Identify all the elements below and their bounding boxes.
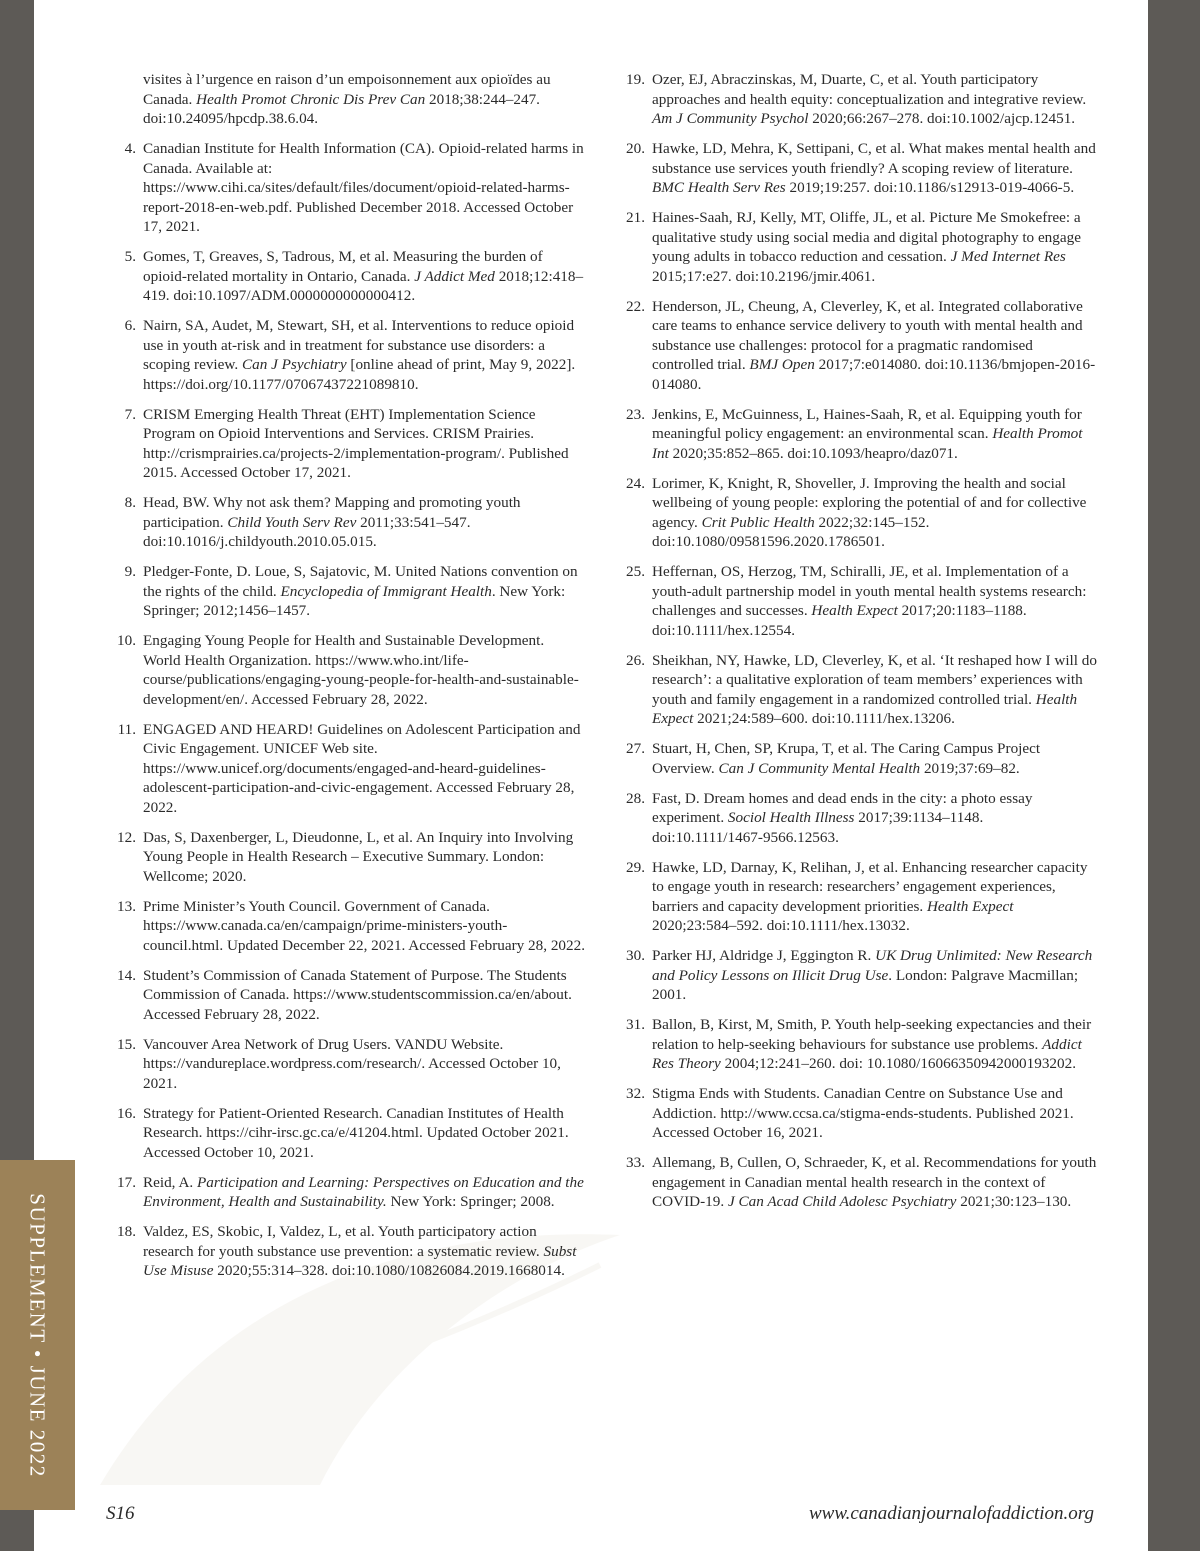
- reference-text: 2020;35:852–865. doi:10.1093/heapro/daz071.: [668, 444, 958, 462]
- reference-text: Stuart, H, Chen, SP, Krupa, T, et al. The Caring Campus Project Overview.: [652, 740, 1041, 777]
- supplement-tab: [0, 1160, 75, 1510]
- reference-text: 2020;55:314–328. doi:10.1080/10826084.2019.1668014.: [213, 1262, 565, 1279]
- reference-citation: [652, 946, 1097, 1005]
- reference-list-left: [108, 139, 585, 1281]
- reference-text: Das, S, Daxenberger, L, Dieudonne, L, et al. An Inquiry into Involving Young People in Health Research – Executive Summary. London: Wellcome; 2020.: [143, 828, 574, 885]
- reference-list-right: [617, 70, 1097, 1212]
- reference-citation: [652, 297, 1097, 395]
- reference-citation: [652, 1153, 1097, 1212]
- reference-text: Head, BW. Why not ask them? Mapping and promoting youth participation.: [143, 494, 521, 531]
- reference-number: 25.: [626, 563, 645, 580]
- reference-citation: [143, 1173, 585, 1212]
- reference-number: 16.: [117, 1104, 136, 1122]
- reference-item: [108, 828, 585, 887]
- reference-citation: [143, 897, 585, 956]
- reference-text: 2021;30:123–130.: [956, 1193, 1072, 1210]
- reference-item: [617, 651, 1097, 729]
- reference-number: 21.: [626, 209, 645, 226]
- reference-source-title: Health Promot Chronic Dis Prev Can: [196, 90, 426, 108]
- reference-number: 15.: [117, 1035, 136, 1053]
- supplement-date-label: SUPPLEMENT • JUNE 2022: [26, 1192, 50, 1478]
- reference-citation: [143, 631, 585, 709]
- reference-citation: [143, 316, 585, 394]
- reference-item: [108, 1104, 585, 1163]
- reference-text: 2018;38:244–247. doi:10.24095/hpcdp.38.6.04.: [143, 90, 540, 127]
- reference-text: Jenkins, E, McGuinness, L, Haines-Saah, R, et al. Equipping youth for meaningful policy engagement: an environmental scan.: [652, 405, 1082, 442]
- reference-number: 12.: [117, 828, 136, 846]
- reference-text: visites à l’urgence en raison d’un empoisonnement aux opioïdes au Canada.: [143, 71, 551, 108]
- reference-item: [617, 739, 1097, 778]
- reference-source-title: Encyclopedia of Immigrant Health: [280, 582, 492, 600]
- reference-number: 6.: [124, 317, 136, 334]
- reference-text: Strategy for Patient-Oriented Research. Canadian Institutes of Health Research. https://cihr-irsc.gc.ca/e/41204.html. Updated October 2021. Accessed October 10, 2021.: [143, 1104, 569, 1161]
- reference-text: ENGAGED AND HEARD! Guidelines on Adolescent Participation and Civic Engagement. UNICEF Web site. https://www.unicef.org/documents/engaged-and-heard-guidelines-adolescent-participation-and-civic-engagement. Accessed February 28, 2022.: [143, 720, 581, 816]
- reference-number: 7.: [124, 405, 136, 423]
- reference-item: [108, 405, 585, 483]
- reference-citation: [652, 651, 1097, 729]
- reference-item: [617, 1015, 1097, 1074]
- reference-number: 5.: [124, 248, 136, 265]
- reference-text: Hawke, LD, Darnay, K, Relihan, J, et al. Enhancing researcher capacity to engage youth in research: researchers’ engagement experiences, barriers and capacity development priorities.: [652, 858, 1088, 915]
- reference-item: [108, 562, 585, 621]
- reference-text: Nairn, SA, Audet, M, Stewart, SH, et al. Interventions to reduce opioid use in youth at-risk and in treatment for substance use disorders: a scoping review.: [143, 317, 575, 373]
- reference-item: [617, 946, 1097, 1005]
- reference-citation: [143, 1222, 585, 1281]
- reference-source-title: BMJ Open: [749, 356, 815, 373]
- reference-item: [108, 247, 585, 306]
- reference-item: [617, 405, 1097, 464]
- reference-number: 29.: [626, 858, 645, 876]
- reference-item: [617, 474, 1097, 552]
- reference-number: 24.: [626, 474, 645, 492]
- reference-source-title: Addict Res Theory: [652, 1035, 1082, 1072]
- reference-text: Henderson, JL, Cheung, A, Cleverley, K, et al. Integrated collaborative care teams to enhance service delivery to youth with mental health and substance use challenges: protocol for a pragmatic randomised controlled trial.: [652, 297, 1083, 373]
- reference-citation: [143, 139, 585, 237]
- reference-item: [108, 631, 585, 709]
- reference-text: Ozer, EJ, Abraczinskas, M, Duarte, C, et al. Youth participatory approaches and health equity: conceptualization and integrative review.: [652, 71, 1087, 108]
- reference-citation: [143, 720, 585, 818]
- reference-source-title: J Med Internet Res: [950, 248, 1066, 265]
- reference-citation: [143, 966, 585, 1025]
- reference-text: CRISM Emerging Health Threat (EHT) Implementation Science Program on Opioid Interventions and Services. CRISM Prairies. http://crismprairies.ca/projects-2/implementation-program/. Published 2015. Accessed October 17, 2021.: [143, 405, 569, 481]
- reference-text: 2017;7:e014080. doi:10.1136/bmjopen-2016-014080.: [652, 356, 1096, 393]
- reference-text: Lorimer, K, Knight, R, Shoveller, J. Improving the health and social wellbeing of young people: exploring the potential of and for collective agency.: [652, 474, 1087, 531]
- reference-item: [617, 1153, 1097, 1212]
- reference-number: 33.: [626, 1154, 645, 1171]
- reference-text: 2019;19:257. doi:10.1186/s12913-019-4066-5.: [785, 179, 1075, 196]
- reference-number: 8.: [124, 494, 136, 511]
- reference-text: Engaging Young People for Health and Sustainable Development. World Health Organization. https://www.who.int/life-course/publications/engaging-young-people-for-health-and-sustainable-development/en/. Accessed February 28, 2022.: [143, 632, 579, 708]
- reference-source-title: Health Expect: [926, 897, 1014, 915]
- reference-item: [108, 493, 585, 552]
- reference-item: [617, 1084, 1097, 1143]
- reference-source-title: Subst Use Misuse: [143, 1242, 577, 1279]
- reference-source-title: Child Youth Serv Rev: [227, 513, 357, 531]
- reference-citation: [652, 1015, 1097, 1074]
- reference-text: 2015;17:e27. doi:10.2196/jmir.4061.: [652, 267, 876, 285]
- right-side-bar: [1148, 0, 1200, 1551]
- reference-item: [108, 139, 585, 237]
- reference-source-title: Am J Community Psychol: [652, 110, 809, 127]
- reference-citation: [143, 1035, 585, 1094]
- reference-citation: [652, 1084, 1097, 1143]
- reference-item: [617, 858, 1097, 936]
- reference-citation: [143, 562, 585, 621]
- reference-number: 13.: [117, 897, 136, 915]
- reference-text: 2017;20:1183–1188. doi:10.1111/hex.12554.: [652, 602, 1027, 639]
- reference-source-title: J Can Acad Child Adolesc Psychiatry: [727, 1193, 957, 1210]
- reference-source-title: J Addict Med: [414, 267, 495, 285]
- reference-citation: [143, 405, 585, 483]
- reference-column-right: [617, 70, 1097, 1222]
- reference-number: 10.: [117, 632, 136, 649]
- reference-text: 2019;37:69–82.: [920, 759, 1020, 777]
- reference-text: Prime Minister’s Youth Council. Government of Canada. https://www.canada.ca/en/campaign/prime-ministers-youth-council.html. Updated December 22, 2021. Accessed February 28, 2022.: [143, 897, 586, 954]
- reference-source-title: UK Drug Unlimited: New Research and Policy Lessons on Illicit Drug Use: [652, 947, 1093, 984]
- reference-citation: [652, 474, 1097, 552]
- reference-item: [108, 720, 585, 818]
- reference-text: Heffernan, OS, Herzog, TM, Schiralli, JE, et al. Implementation of a youth-adult partnership model in youth mental health systems research: challenges and successes.: [652, 563, 1087, 619]
- reference-text: Student’s Commission of Canada Statement of Purpose. The Students Commission of Canada. https://www.studentscommission.ca/en/about. Accessed February 28, 2022.: [143, 966, 572, 1023]
- reference-text: 2011;33:541–547. doi:10.1016/j.childyouth.2010.05.015.: [143, 513, 471, 550]
- reference-item: [108, 1173, 585, 1212]
- reference-number: 4.: [124, 140, 136, 157]
- reference-item: [108, 1035, 585, 1094]
- reference-citation: [652, 70, 1097, 129]
- reference-citation: [652, 139, 1097, 198]
- reference-text: Haines-Saah, RJ, Kelly, MT, Oliffe, JL, et al. Picture Me Smokefree: a qualitative study using social media and digital photography to engage young adults in tobacco reduction and cessation.: [652, 209, 1081, 265]
- reference-source-title: Health Promot Int: [652, 425, 1083, 462]
- reference-number: 14.: [117, 966, 136, 984]
- reference-number: 30.: [626, 947, 645, 964]
- reference-number: 22.: [626, 297, 645, 315]
- reference-citation: [143, 493, 585, 552]
- reference-text: Stigma Ends with Students. Canadian Centre on Substance Use and Addiction. http://www.ccsa.ca/stigma-ends-students. Published 2021. Accessed October 16, 2021.: [652, 1085, 1074, 1141]
- reference-item: [617, 70, 1097, 129]
- reference-source-title: Health Expect: [811, 602, 898, 619]
- reference-source-title: Crit Public Health: [701, 513, 815, 531]
- reference-number: 23.: [626, 405, 645, 423]
- reference-text: . London: Palgrave Macmillan; 2001.: [652, 966, 1079, 1003]
- reference-citation: [652, 739, 1097, 778]
- reference-text: Pledger-Fonte, D. Loue, S, Sajatovic, M. United Nations convention on the rights of the child.: [143, 563, 578, 600]
- reference-text: Canadian Institute for Health Information (CA). Opioid-related harms in Canada. Available at: https://www.cihi.ca/sites/default/files/document/opioid-related-harms-report-2018-en-web.pdf. Published December 2018. Accessed October 17, 2021.: [143, 140, 584, 235]
- reference-item: [108, 897, 585, 956]
- reference-citation: [652, 562, 1097, 640]
- reference-number: 32.: [626, 1085, 645, 1102]
- reference-number: 18.: [117, 1223, 136, 1240]
- reference-number: 28.: [626, 789, 645, 807]
- reference-number: 27.: [626, 740, 645, 757]
- reference-source-title: Can J Psychiatry: [241, 356, 347, 373]
- reference-citation: [143, 247, 585, 306]
- reference-number: 17.: [117, 1173, 136, 1191]
- reference-text: . New York: Springer; 2012;1456–1457.: [143, 582, 566, 619]
- reference-text: 2017;39:1134–1148. doi:10.1111/1467-9566.12563.: [652, 809, 984, 846]
- reference-source-title: Health Expect: [652, 690, 1078, 727]
- reference-text: Sheikhan, NY, Hawke, LD, Cleverley, K, et al. ‘It reshaped how I will do research’: a qualitative exploration of team members’ experiences with youth and family engagement in a randomized controlled trial.: [652, 651, 1097, 708]
- reference-number: 26.: [626, 651, 645, 669]
- reference-text: [online ahead of print, May 9, 2022]. https://doi.org/10.1177/07067437221089810.: [143, 356, 576, 393]
- reference-number: 19.: [626, 71, 645, 88]
- reference-item: [617, 789, 1097, 848]
- reference-text: Reid, A.: [143, 1173, 198, 1191]
- page-number: S16: [106, 1503, 135, 1524]
- reference-text: Hawke, LD, Mehra, K, Settipani, C, et al. What makes mental health and substance use services youth friendly? A scoping review of literature.: [652, 140, 1096, 177]
- reference-item: [617, 139, 1097, 198]
- reference-source-title: BMC Health Serv Res: [652, 179, 786, 196]
- reference-text: New York: Springer; 2008.: [386, 1193, 555, 1210]
- reference-text: Vancouver Area Network of Drug Users. VANDU Website. https://vandureplace.wordpress.com/research/. Accessed October 10, 2021.: [143, 1035, 561, 1092]
- reference-number: 9.: [124, 563, 136, 580]
- reference-item: [617, 208, 1097, 286]
- reference-text: 2020;66:267–278. doi:10.1002/ajcp.12451.: [808, 110, 1076, 127]
- reference-text: 2021;24:589–600. doi:10.1111/hex.13206.: [693, 710, 955, 727]
- reference-text: 2018;12:418–419. doi:10.1097/ADM.0000000000000412.: [143, 267, 584, 304]
- reference-text: Allemang, B, Cullen, O, Schraeder, K, et al. Recommendations for youth engagement in Canadian mental health research in the context of COVID-19.: [652, 1154, 1097, 1210]
- reference-number: 20.: [626, 140, 645, 157]
- reference-continuation: [108, 70, 585, 129]
- reference-text: Parker HJ, Aldridge J, Eggington R.: [652, 947, 876, 964]
- journal-website-link[interactable]: www.canadianjournalofaddiction.org: [808, 1503, 1094, 1524]
- reference-column-left: [108, 70, 585, 1291]
- reference-citation: [652, 789, 1097, 848]
- reference-citation: [143, 1104, 585, 1163]
- reference-text: Fast, D. Dream homes and dead ends in the city: a photo essay experiment.: [652, 789, 1033, 826]
- reference-citation: [652, 208, 1097, 286]
- reference-item: [108, 1222, 585, 1281]
- reference-text: 2020;23:584–592. doi:10.1111/hex.13032.: [652, 917, 910, 934]
- reference-citation: [652, 858, 1097, 936]
- reference-item: [617, 562, 1097, 640]
- reference-citation: [652, 405, 1097, 464]
- reference-text: 2004;12:241–260. doi: 10.1080/16066350942000193202.: [720, 1055, 1076, 1072]
- reference-text: Ballon, B, Kirst, M, Smith, P. Youth help-seeking expectancies and their relation to help-seeking behaviours for substance use problems.: [652, 1016, 1092, 1053]
- reference-text: Valdez, ES, Skobic, I, Valdez, L, et al. Youth participatory action research for youth substance use prevention: a systematic review.: [143, 1223, 544, 1260]
- reference-item: [108, 316, 585, 394]
- reference-number: 31.: [626, 1016, 645, 1033]
- reference-number: 11.: [117, 720, 136, 738]
- reference-source-title: Sociol Health Illness: [727, 809, 855, 826]
- reference-source-title: Can J Community Mental Health: [718, 759, 921, 777]
- reference-item: [617, 297, 1097, 395]
- reference-text: Gomes, T, Greaves, S, Tadrous, M, et al. Measuring the burden of opioid-related mortality in Ontario, Canada.: [143, 248, 543, 285]
- reference-item: [108, 966, 585, 1025]
- reference-source-title: Participation and Learning: Perspectives on Education and the Environment, Health and Sustainability.: [143, 1173, 584, 1210]
- reference-text: 2022;32:145–152. doi:10.1080/09581596.2020.1786501.: [652, 513, 930, 550]
- reference-citation: [143, 828, 585, 887]
